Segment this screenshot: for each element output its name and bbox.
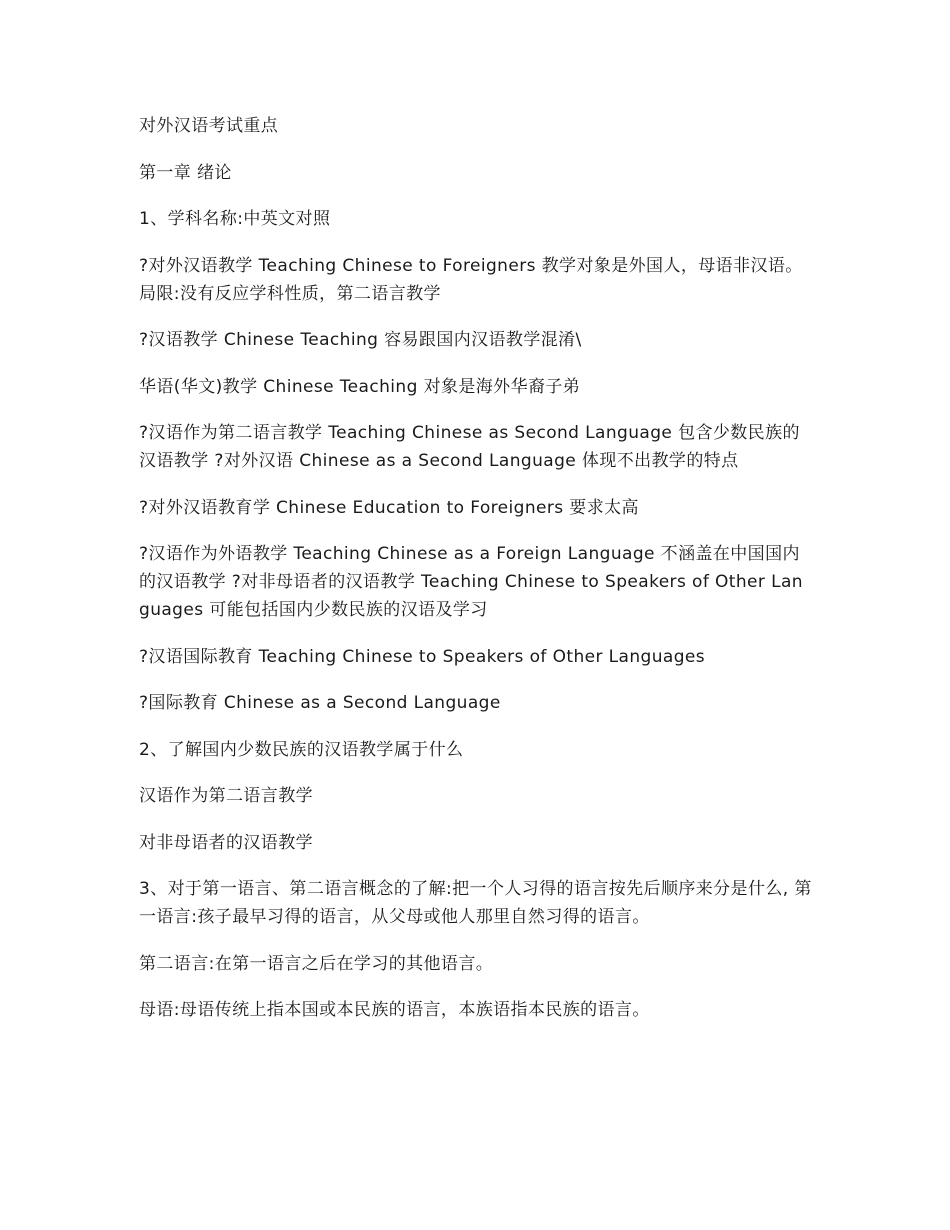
doc-title: 对外汉语考试重点 [139,116,279,136]
paragraph: ?对外汉语教学 Teaching Chinese to Foreigners 教学对象是外国人，母语非汉语。局限:没有反应学科性质，第二语言教学 [139,255,803,304]
paragraph: ?国际教育 Chinese as a Second Language [139,693,501,713]
paragraph: ?汉语作为外语教学 Teaching Chinese as a Foreign Language 不涵盖在中国国内的汉语教学 ?对非母语者的汉语教学 Teaching Chinese to Speakers of Other Languages 可能包括国内少数民族的汉语及学习 [139,544,803,620]
section-heading-3: 3、对于第一语言、第二语言概念的了解:把一个人习得的语言按先后顺序来分是什么, 第一语言:孩子最早习得的语言，从父母或他人那里自然习得的语言。 [139,879,812,927]
section-heading-1: 1、学科名称:中英文对照 [139,209,331,229]
chapter-heading: 第一章 绪论 [139,162,232,183]
paragraph: ?对外汉语教育学 Chinese Education to Foreigners 要求太高 [139,497,639,518]
paragraph: 对非母语者的汉语教学 [139,832,313,853]
paragraph: 汉语作为第二语言教学 [139,786,313,806]
section-heading-2: 2、了解国内少数民族的汉语教学属于什么 [139,739,464,760]
paragraph: ?汉语教学 Chinese Teaching 容易跟国内汉语教学混淆\ [139,330,582,350]
paragraph: ?汉语作为第二语言教学 Teaching Chinese as Second Language 包含少数民族的汉语教学 ?对外汉语 Chinese as a Second Language 体现不出教学的特点 [139,423,800,471]
document-body [139,112,814,1043]
paragraph: 母语:母语传统上指本国或本民族的语言，本族语指本民族的语言。 [139,1000,650,1020]
paragraph: ?汉语国际教育 Teaching Chinese to Speakers of Other Languages [139,646,706,667]
paragraph: 第二语言:在第一语言之后在学习的其他语言。 [139,953,494,974]
paragraph: 华语(华文)教学 Chinese Teaching 对象是海外华裔子弟 [139,376,581,397]
